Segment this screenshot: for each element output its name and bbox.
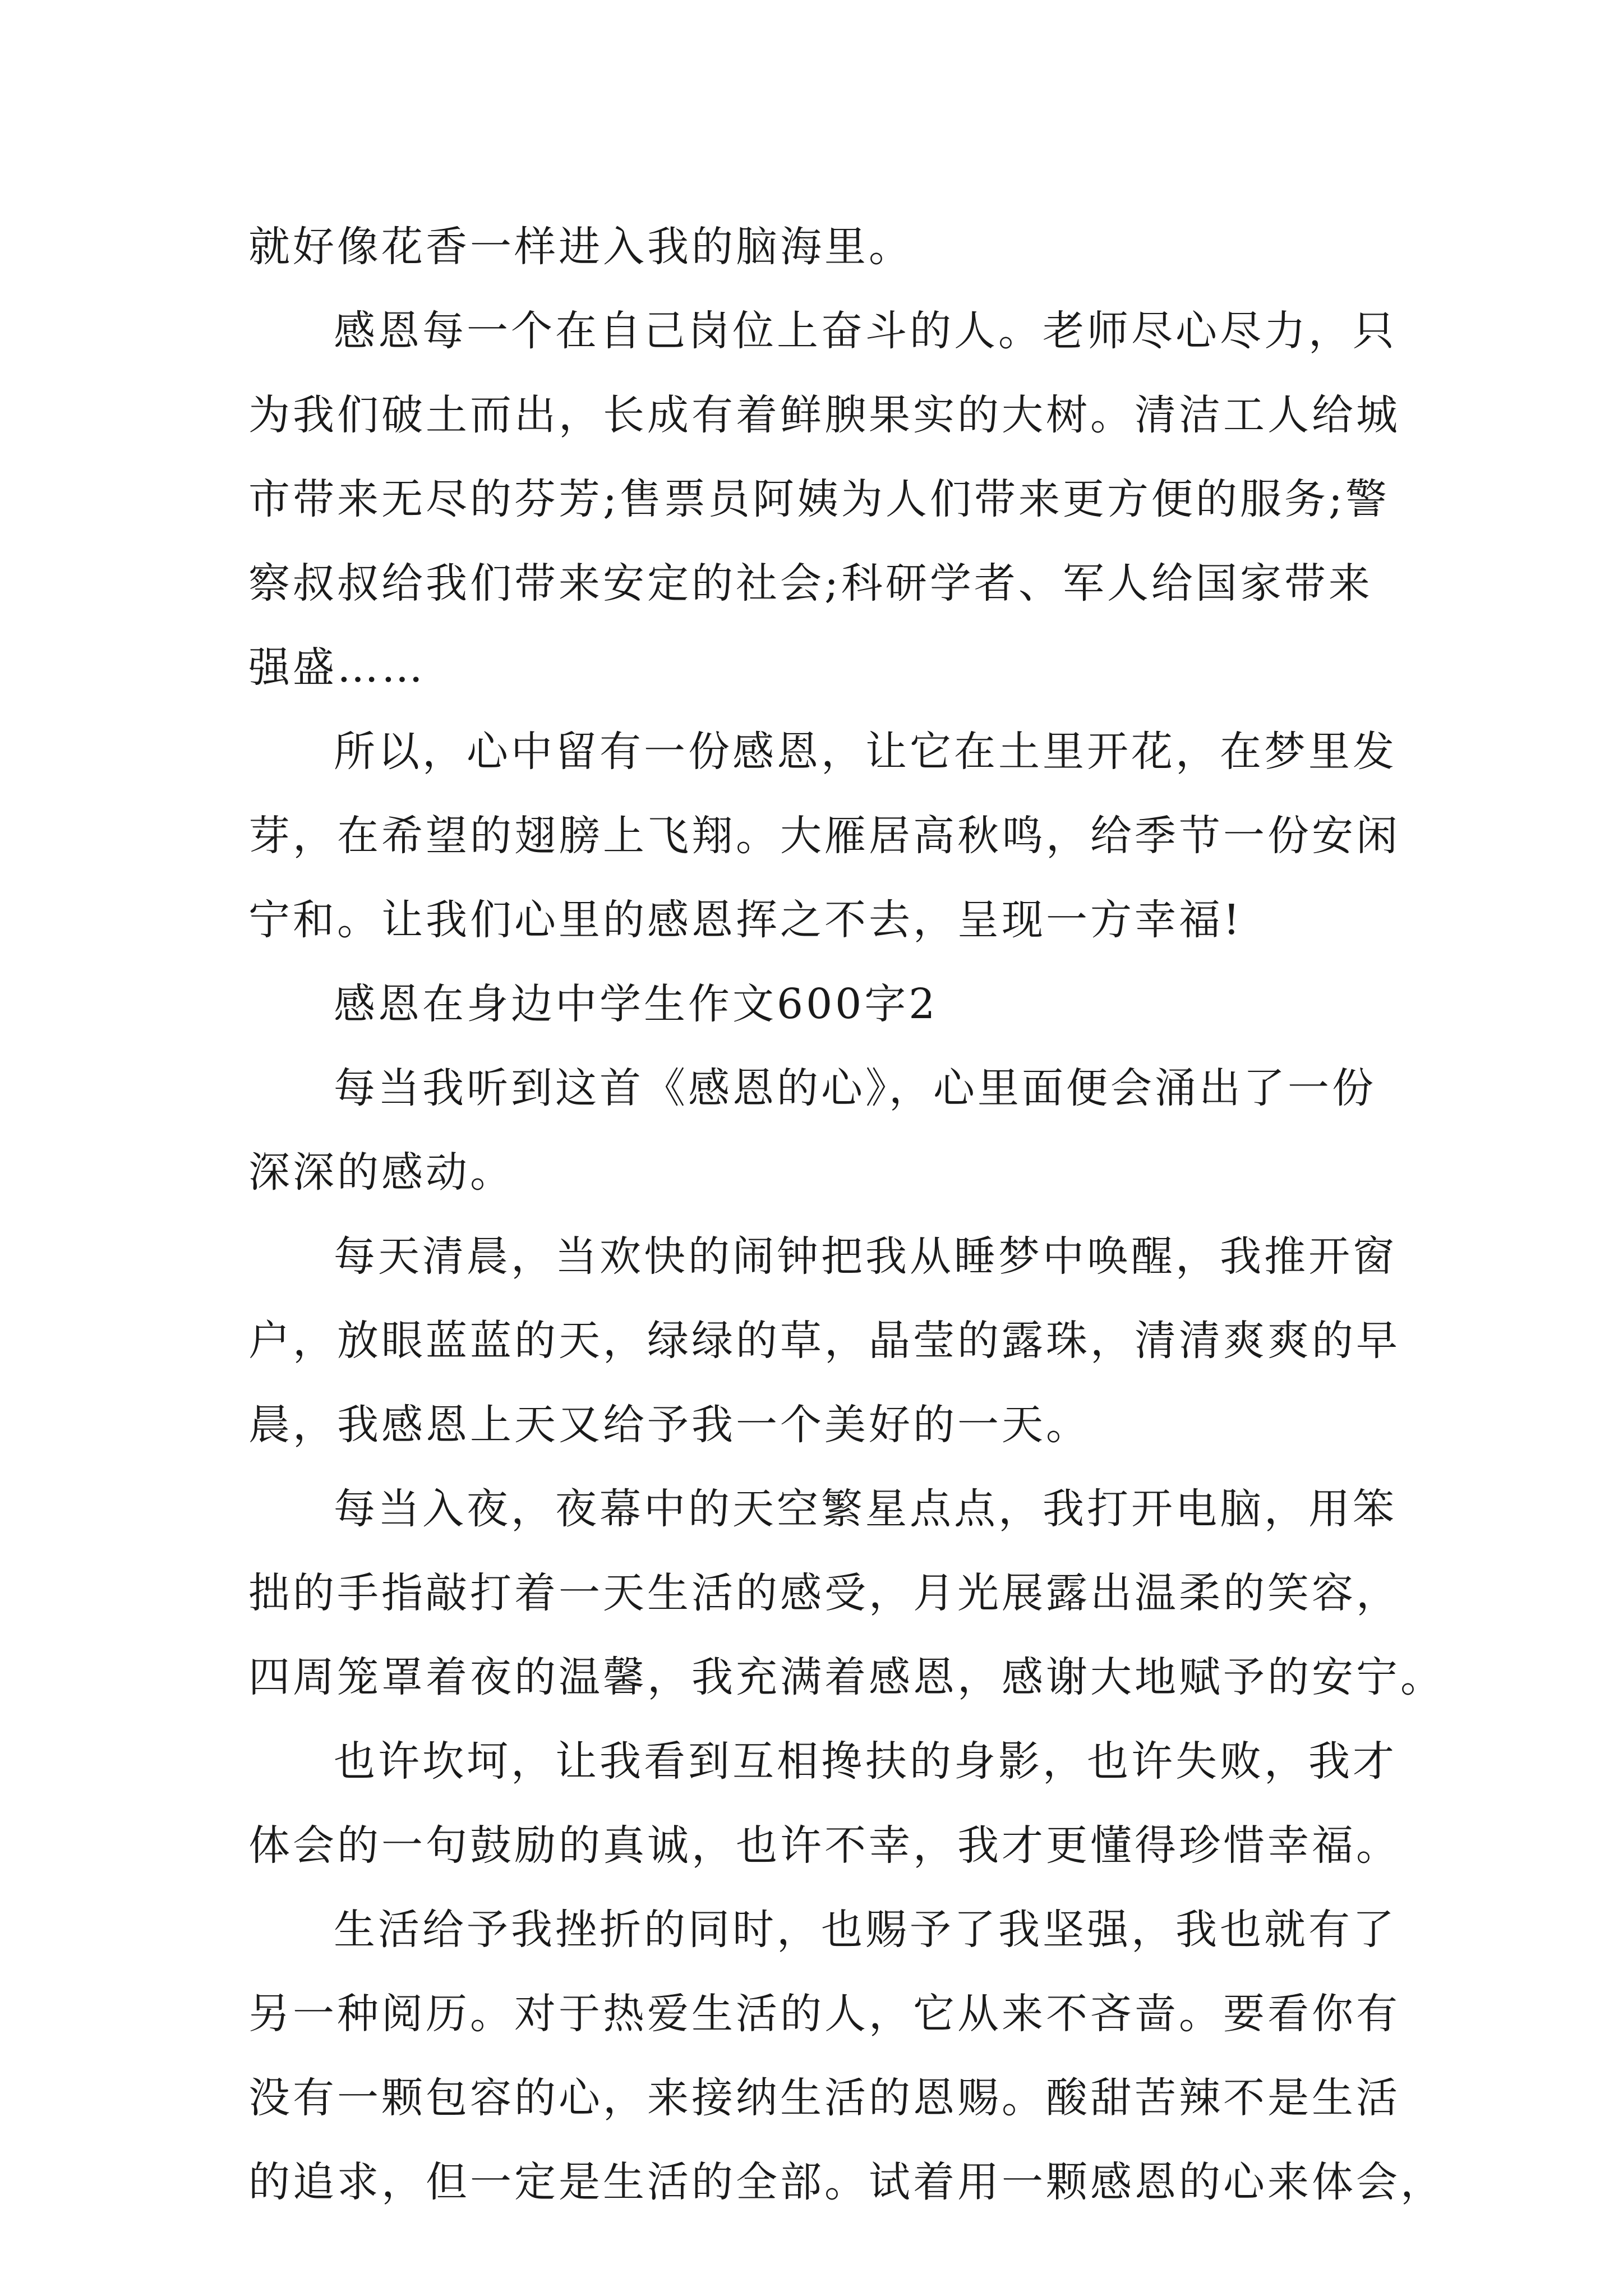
text-line: 的追求，但一定是生活的全部。试着用一颗感恩的心来体会， <box>248 2158 1445 2206</box>
text-line: 市带来无尽的芬芳;售票员阿姨为人们带来更方便的服务;警 <box>248 475 1390 523</box>
paragraph-start-line: 所以，心中留有一份感恩，让它在土里开花，在梦里发 <box>334 728 1397 776</box>
text-line: 察叔叔给我们带来安定的社会;科研学者、军人给国家带来 <box>248 559 1373 608</box>
paragraph-start-line: 感恩每一个在自己岗位上奋斗的人。老师尽心尽力，只 <box>334 307 1397 355</box>
essay-title: 感恩在身边中学生作文600字2 <box>334 980 938 1028</box>
paragraph-start-line: 每当我听到这首《感恩的心》，心里面便会涌出了一份 <box>334 1064 1376 1112</box>
text-line: 体会的一句鼓励的真诚，也许不幸，我才更懂得珍惜幸福。 <box>248 1821 1400 1870</box>
text-line: 宁和。让我们心里的感恩挥之不去，呈现一方幸福! <box>248 896 1243 944</box>
text-line: 四周笼罩着夜的温馨，我充满着感恩，感谢大地赋予的安宁。 <box>248 1653 1445 1701</box>
essay-body <box>248 205 1445 2224</box>
text-line: 强盛…… <box>248 643 426 692</box>
paragraph-start-line: 每天清晨，当欢快的闹钟把我从睡梦中唤醒，我推开窗 <box>334 1232 1397 1281</box>
text-line: 为我们破土而出，长成有着鲜腴果实的大树。清洁工人给城 <box>248 391 1400 439</box>
text-line: 另一种阅历。对于热爱生活的人，它从来不吝啬。要看你有 <box>248 1990 1400 2038</box>
paragraph-start-line: 生活给予我挫折的同时，也赐予了我坚强，我也就有了 <box>334 1906 1397 1954</box>
text-line: 就好像花香一样进入我的脑海里。 <box>248 223 913 271</box>
paragraph-start-line: 每当入夜，夜幕中的天空繁星点点，我打开电脑，用笨 <box>334 1485 1397 1533</box>
text-line: 没有一颗包容的心，来接纳生活的恩赐。酸甜苦辣不是生活 <box>248 2074 1400 2122</box>
paragraph-start-line: 也许坎坷，让我看到互相搀扶的身影，也许失败，我才 <box>334 1737 1397 1786</box>
text-line: 户，放眼蓝蓝的天，绿绿的草，晶莹的露珠，清清爽爽的早 <box>248 1317 1400 1365</box>
text-line: 深深的感动。 <box>248 1148 514 1197</box>
text-line: 拙的手指敲打着一天生活的感受，月光展露出温柔的笑容， <box>248 1569 1400 1617</box>
text-line: 芽，在希望的翅膀上飞翔。大雁居高秋鸣，给季节一份安闲 <box>248 812 1400 860</box>
text-line: 晨，我感恩上天又给予我一个美好的一天。 <box>248 1401 1090 1449</box>
